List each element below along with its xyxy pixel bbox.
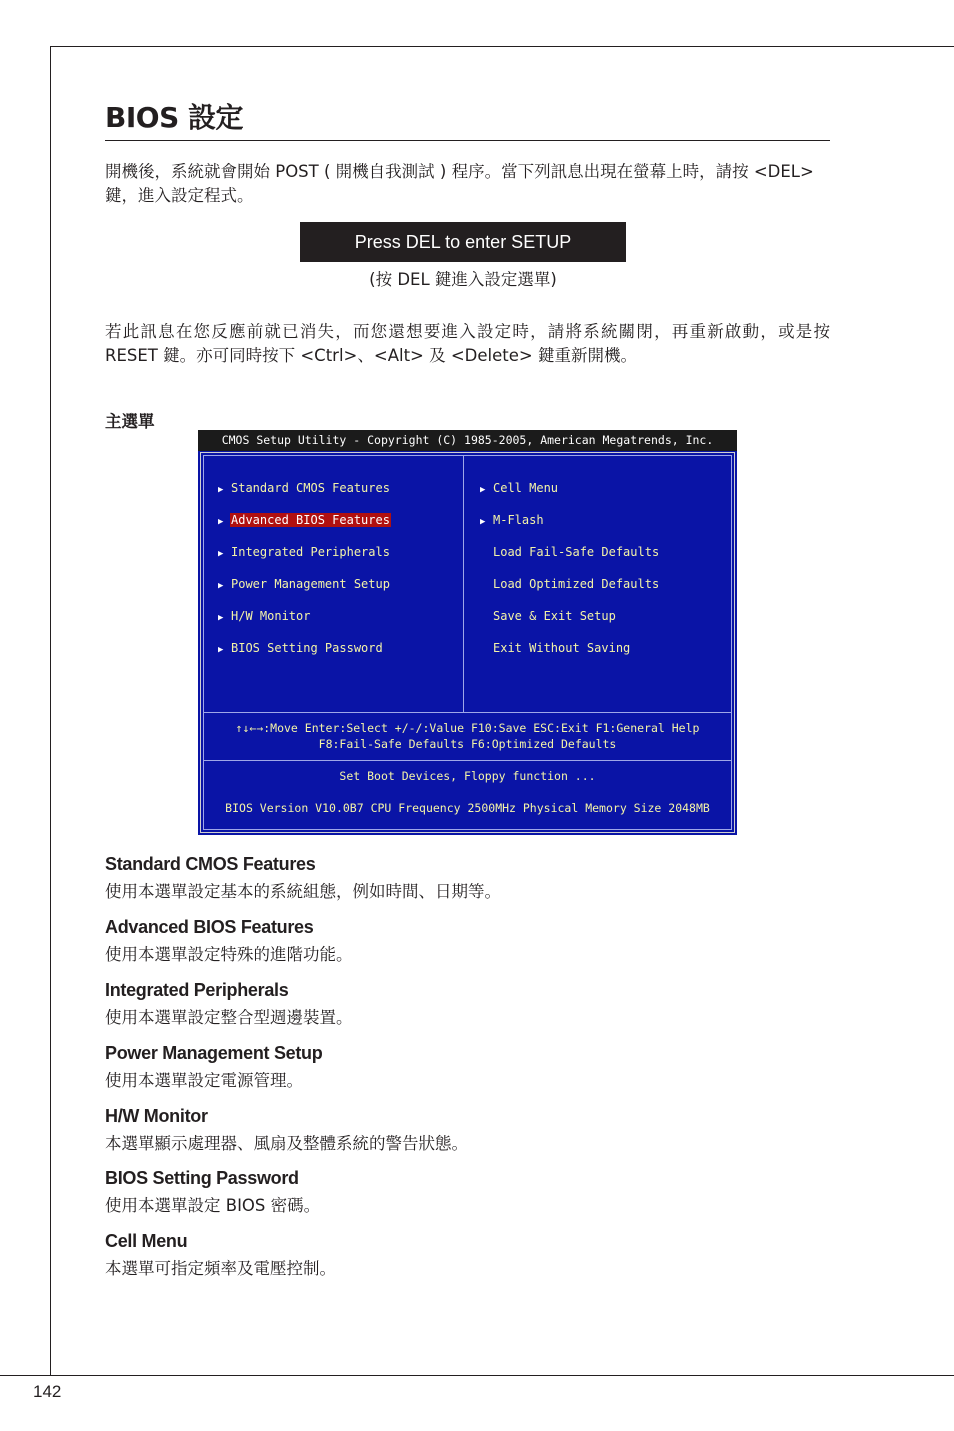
desc-title-cell-menu: Cell Menu [105, 1231, 188, 1251]
title-divider [105, 140, 830, 141]
desc-title-integrated-peripherals: Integrated Peripherals [105, 980, 289, 1000]
arrow-right-icon: ▶ [218, 517, 224, 527]
bios-item-cell-menu[interactable]: ▶ Cell Menu [480, 480, 559, 496]
desc-text-setting-password: 使用本選單設定 BIOS 密碼。 [105, 1196, 321, 1215]
bios-item-hw-monitor[interactable]: ▶ H/W Monitor [218, 608, 311, 624]
bios-item-save-exit[interactable]: Save & Exit Setup [493, 609, 616, 623]
desc-title-setting-password: BIOS Setting Password [105, 1168, 299, 1188]
bios-column-divider [463, 455, 464, 712]
desc-text-hw-monitor: 本選單顯示處理器、風扇及整體系統的警告狀態。 [105, 1134, 468, 1153]
bios-status-divider [203, 760, 732, 761]
main-menu-heading: 主選單 [105, 412, 155, 431]
bios-item-setting-password[interactable]: ▶ BIOS Setting Password [218, 640, 384, 656]
bios-item-exit-without-saving[interactable]: Exit Without Saving [493, 641, 631, 655]
bios-help-keys: ↑↓←→:Move Enter:Select +/-/:Value F10:Save ESC:Exit F1:General Help [235, 721, 700, 735]
bios-item-load-failsafe[interactable]: Load Fail-Safe Defaults [493, 545, 660, 559]
bios-item-standard-cmos[interactable]: ▶ Standard CMOS Features [218, 480, 391, 496]
bios-item-integrated-peripherals[interactable]: ▶ Integrated Peripherals [218, 544, 391, 560]
bios-header: CMOS Setup Utility - Copyright (C) 1985-2005, American Megatrends, Inc. [198, 430, 737, 451]
arrow-right-icon: ▶ [218, 613, 224, 623]
arrow-right-icon: ▶ [218, 645, 224, 655]
page-title: BIOS 設定 [105, 101, 243, 134]
press-del-message: Press DEL to enter SETUP [300, 222, 626, 262]
restart-paragraph: 若此訊息在您反應前就已消失，而您還想要進入設定時，請將系統關閉，再重新啟動，或是按 RESET 鍵。亦可同時按下 <Ctrl>、<Alt> 及 <Delete> 鍵重新開機。 [105, 322, 830, 365]
desc-title-hw-monitor: H/W Monitor [105, 1106, 208, 1126]
desc-title-advanced-bios: Advanced BIOS Features [105, 917, 314, 937]
bios-item-load-optimized[interactable]: Load Optimized Defaults [493, 577, 660, 591]
intro-paragraph: 開機後，系統就會開始 POST ( 開機自我測試 ) 程序。當下列訊息出現在螢幕上時，請按 <DEL> 鍵，進入設定程式。 [105, 162, 814, 205]
bios-item-power-management[interactable]: ▶ Power Management Setup [218, 576, 391, 592]
desc-text-standard-cmos: 使用本選單設定基本的系統組態，例如時間、日期等。 [105, 882, 501, 901]
desc-text-advanced-bios: 使用本選單設定特殊的進階功能。 [105, 945, 353, 964]
bios-status-line: Set Boot Devices, Floppy function ... [339, 769, 596, 783]
bios-item-advanced-bios[interactable]: ▶ Advanced BIOS Features [218, 512, 391, 528]
arrow-right-icon: ▶ [218, 549, 224, 559]
desc-text-cell-menu: 本選單可指定頻率及電壓控制。 [105, 1259, 336, 1278]
desc-text-power-management: 使用本選單設定電源管理。 [105, 1071, 303, 1090]
bios-item-m-flash[interactable]: ▶ M-Flash [480, 512, 545, 528]
bios-help-defaults: F8:Fail-Safe Defaults F6:Optimized Defaults [318, 737, 617, 751]
arrow-right-icon: ▶ [218, 581, 224, 591]
press-del-caption: (按 DEL 鍵進入設定選單) [369, 270, 557, 289]
page-number: 142 [33, 1382, 62, 1401]
bios-help-divider [203, 712, 732, 713]
left-rule [50, 46, 51, 1375]
desc-text-integrated-peripherals: 使用本選單設定整合型週邊裝置。 [105, 1008, 353, 1027]
arrow-right-icon: ▶ [480, 485, 486, 495]
desc-title-power-management: Power Management Setup [105, 1043, 323, 1063]
bios-setup-screen [198, 430, 737, 835]
arrow-right-icon: ▶ [218, 485, 224, 495]
arrow-right-icon: ▶ [480, 517, 486, 527]
bottom-rule [0, 1375, 954, 1376]
desc-title-standard-cmos: Standard CMOS Features [105, 854, 316, 874]
bios-version-line: BIOS Version V10.0B7 CPU Frequency 2500MHz Physical Memory Size 2048MB [225, 801, 710, 815]
top-rule [50, 46, 954, 47]
